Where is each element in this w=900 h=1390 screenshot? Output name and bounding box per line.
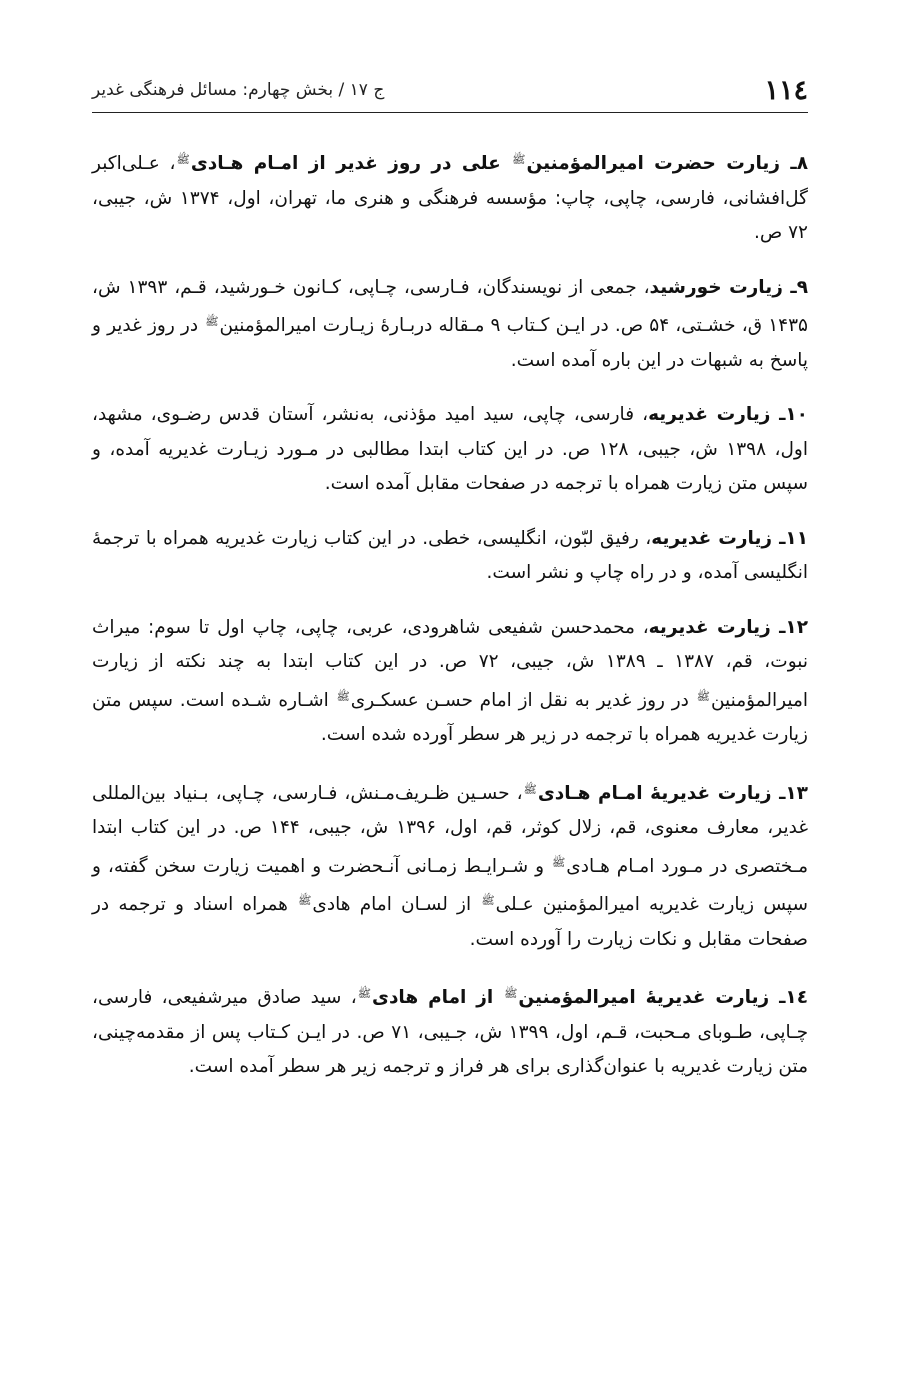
entry-body: در روز غدیر و پاسخ به شبهات در این باره آمده است. <box>92 315 808 371</box>
entry-title: زیارت غدیریه <box>648 616 771 638</box>
entry-body: ، فارسی، چاپی، سید امید مؤذنی، به‌نشر، آستان قدس رضـوی، مشهد، اول، ١٣٩٨ ش، جیبی، ١٢٨ ص. در این کتاب ابتدا مطالبی در مـورد زیـارت غدیریه آمده، و سپس متن زیارت همراه با ترجمه در صفحات مقابل آمده است. <box>92 404 808 494</box>
honorific-mark: ﷺ <box>523 782 537 796</box>
honorific-mark: ﷺ <box>176 153 190 166</box>
honorific-mark: ﷺ <box>504 987 518 1000</box>
entry-title: زیارت غدیریۀ امیرالمؤمنین <box>518 987 770 1008</box>
honorific-mark: ﷺ <box>552 855 566 869</box>
entry-heading <box>650 277 808 298</box>
entry-body: از لسـان امام هادی <box>312 894 481 915</box>
entry-title: از امام هادی <box>371 987 504 1008</box>
bibliography-entry-8 <box>92 143 808 251</box>
entry-body: ، سید صادق میرشفیعی، فارسی، چـاپی، طـوبای مـحبت، قـم، اول، ١٣٩٩ ش، جـیبی، ٧١ ص. در ایـن کـتاب پس از مقدمه‌چینی، متن زیارت غدیریه با عنوان‌گذاری برای هر فراز و ترجمه زیر هر سطر آمده است. <box>92 987 809 1077</box>
entry-number: ١٢ـ <box>779 616 808 638</box>
honorific-mark: ﷺ <box>205 315 219 328</box>
running-title: ج ١٧ / بخش چهارم: مسائل فرهنگی غدیر <box>92 80 385 100</box>
entry-heading <box>651 528 808 549</box>
entry-number: ١٤ـ <box>779 987 808 1008</box>
entry-body: ، جمعی از نویسندگان، فـارسی، چـاپی، کـانون خـورشید، قـم، ١٣٩٣ ش، ١۴٣۵ ق، خشـتی، ۵۴ ص. در ایـن کـتاب ٩ مـقاله دربـارۀ زیـارت امیرالمؤمنین <box>92 276 808 336</box>
entry-body: ، محمدحسن شفیعی شاهرودی، عربی، چاپی، چاپ اول تا سوم: میراث نبوت، قم، ١٣٨٧ ـ ١٣٨٩ ش، جیبی، ٧٢ ص. در این کتاب ابتدا به چند نکته از زیارت امیرالمؤمنین <box>92 616 808 711</box>
entry-number: ١١ـ <box>779 527 808 549</box>
honorific-mark: ﷺ <box>298 894 312 907</box>
entry-body: در روز غدیر به نقل از امام حسـن عسکـری <box>350 689 696 711</box>
entry-body: اشـاره شـده است. سپس متن زیارت غدیریه همراه با ترجمه در زیر هر سطر آورده شده است. <box>92 689 808 745</box>
running-header <box>92 68 808 113</box>
entry-body: همراه اسناد و ترجمه در صفحات مقابل و نکات زیارت را آورده است. <box>92 894 808 950</box>
entry-number: ٨ـ <box>790 153 808 174</box>
entry-title: زیارت حضرت امیرالمؤمنین <box>526 153 780 174</box>
honorific-mark: ﷺ <box>696 689 710 703</box>
entry-body: ، رفیق لبّون، انگلیسی، خطی. در این کتاب زیارت غدیریه همراه با ترجمۀ انگلیسی آمده، و در راه چاپ و نشر است. <box>92 527 808 583</box>
bibliography-entry-10 <box>92 398 808 502</box>
entry-title: علی در روز غدیر از امـام هـادی <box>190 153 501 174</box>
bibliography-entry-14 <box>92 977 808 1085</box>
bibliography-entry-13 <box>92 773 808 958</box>
entry-title: زیارت غدیریه <box>651 527 773 549</box>
entry-number: ١٣ـ <box>779 782 808 804</box>
entry-heading <box>191 153 808 174</box>
entry-heading <box>648 404 808 425</box>
honorific-mark: ﷺ <box>357 987 371 1000</box>
honorific-mark: ﷺ <box>336 689 350 703</box>
entry-body: ، حسـین ظـریف‌مـنش، فـارسی، چـاپی، بـنیاد بین‌المللی غدیر، معارف معنوی، قم، زلال کوثر، قم، اول، ١٣٩۶ ش، جیبی، ١۴۴ ص. در این کتاب ابتدا مـختصری در مـورد امـام هـادی <box>92 782 809 877</box>
entry-body: و شـرایـط زمـانی آنـحضرت و اهمیت زیارت سخن گفته، و سپس زیارت غدیریه امیرالمؤمنین عـلی <box>92 855 808 915</box>
honorific-mark: ﷺ <box>512 153 526 166</box>
book-page <box>92 0 808 1390</box>
bibliography-entry-11 <box>92 522 808 591</box>
entry-number: ٩ـ <box>790 276 808 298</box>
page-number: ١١٤ <box>764 74 808 106</box>
bibliography-entry-9 <box>92 271 808 379</box>
entry-title: زیارت غدیریۀ امـام هـادی <box>537 782 772 804</box>
bibliography-entry-12 <box>92 611 808 753</box>
entry-title: زیارت خورشید <box>649 276 783 298</box>
honorific-mark: ﷺ <box>481 894 495 907</box>
entry-title: زیارت غدیریه <box>648 404 771 425</box>
entry-heading <box>649 617 808 638</box>
entry-body: ، عـلی‌اکبر گل‌افشانی، فارسی، چاپی، چاپ: مؤسسه فرهنگی و هنری ما، تهران، اول، ١٣٧۴ ش، جیبی، ٧٢ ص. <box>92 153 808 243</box>
bibliography-list <box>92 143 808 1105</box>
entry-number: ١٠ـ <box>779 404 808 425</box>
entry-heading <box>372 987 808 1008</box>
entry-heading <box>538 783 808 804</box>
